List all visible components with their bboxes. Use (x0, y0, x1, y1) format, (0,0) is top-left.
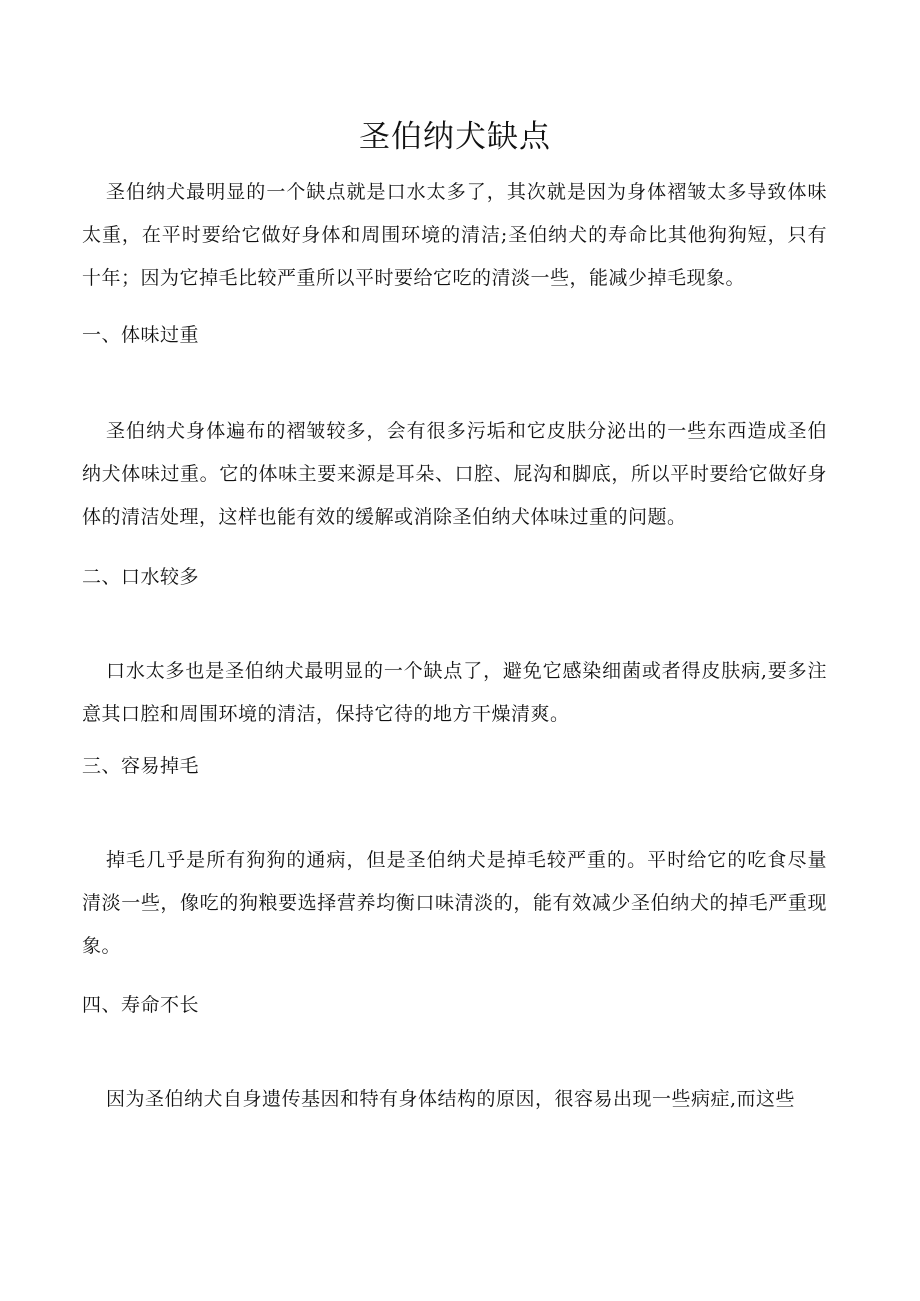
section-body-lifespan: 因为圣伯纳犬自身遗传基因和特有身体结构的原因，很容易出现一些病症,而这些 (106, 1088, 796, 1110)
section-body-drooling: 口水太多也是圣伯纳犬最明显的一个缺点了，避免它感染细菌或者得皮肤病,要多注意其口腔和周围环境的清洁，保持它待的地方干燥清爽。 (82, 660, 827, 725)
section-body-body-odor: 圣伯纳犬身体遍布的褶皱较多，会有很多污垢和它皮肤分泌出的一些东西造成圣伯纳犬体味过重。它的体味主要来源是耳朵、口腔、屁沟和脚底，所以平时要给它做好身体的清洁处理，这样也能有效的缓解或消除圣伯纳犬体味过重的问题。 (82, 420, 827, 528)
section-heading-body-odor: 一、体味过重 (82, 324, 200, 346)
intro-paragraph: 圣伯纳犬最明显的一个缺点就是口水太多了，其次就是因为身体褶皱太多导致体味太重，在平时要给它做好身体和周围环境的清洁;圣伯纳犬的寿命比其他狗狗短，只有十年；因为它掉毛比较严重所以平时要给它吃的清淡一些，能减少掉毛现象。 (82, 181, 827, 289)
section-heading-drooling: 二、口水较多 (82, 566, 200, 588)
page-title: 圣伯纳犬缺点 (359, 119, 551, 155)
section-heading-lifespan: 四、寿命不长 (82, 994, 200, 1016)
section-body-shedding: 掉毛几乎是所有狗狗的通病，但是圣伯纳犬是掉毛较严重的。平时给它的吃食尽量清淡一些，像吃的狗粮要选择营养均衡口味清淡的，能有效减少圣伯纳犬的掉毛严重现象。 (82, 849, 827, 957)
section-heading-shedding: 三、容易掉毛 (82, 755, 200, 777)
